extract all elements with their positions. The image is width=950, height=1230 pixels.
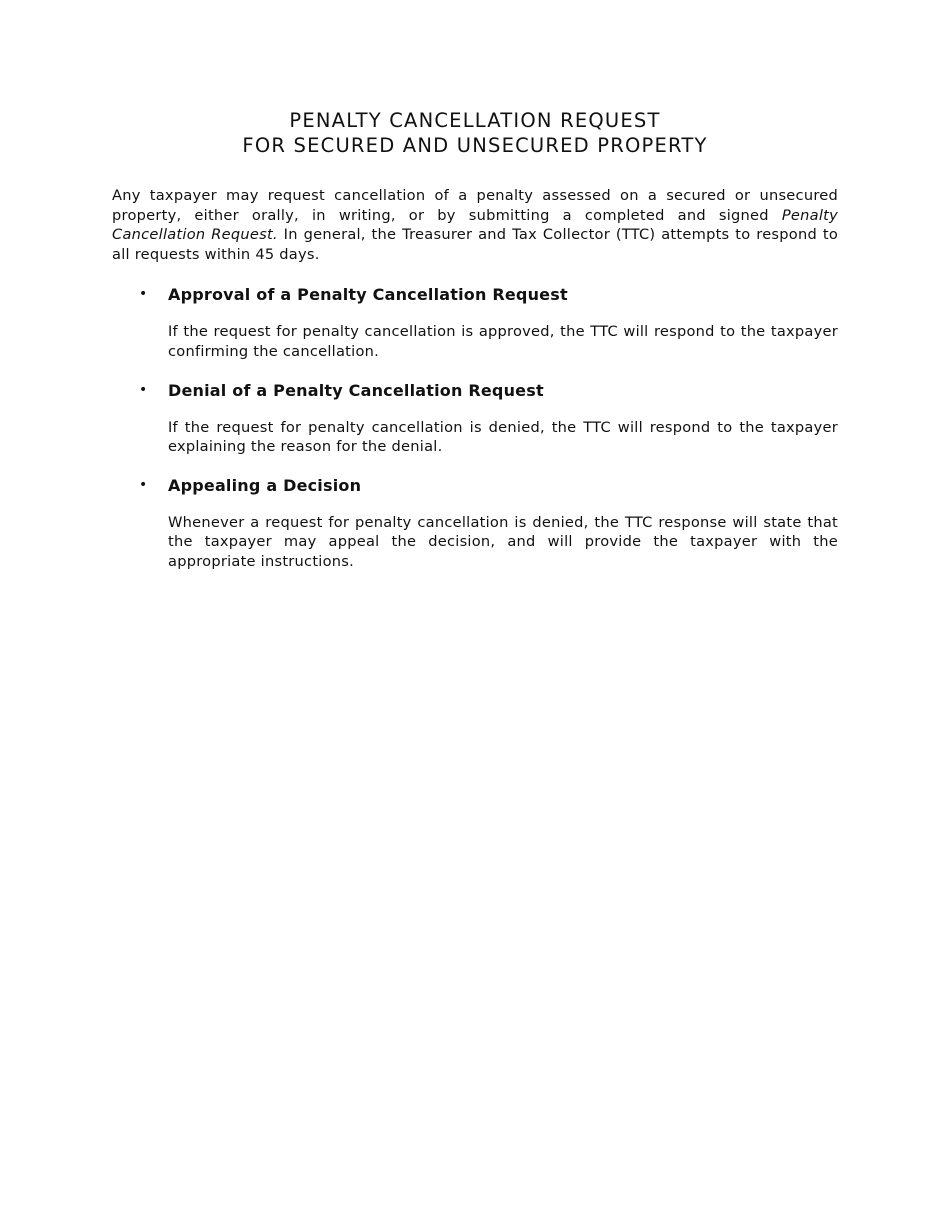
intro-emphasis: Penalty Cancellation Request. [112, 206, 838, 244]
section-body: Whenever a request for penalty cancellation is denied, the TTC response will state that the taxpayer may appeal the decision, and will provide the taxpayer with the appropriate instructions. [168, 513, 838, 570]
bullet-icon: • [139, 476, 148, 493]
section-approval [112, 284, 838, 361]
bullet-icon: • [139, 286, 148, 303]
intro-paragraph [112, 186, 838, 264]
section-body: If the request for penalty cancellation is denied, the TTC will respond to the taxpayer explaining the reason for the denial. [168, 418, 838, 456]
intro-text-part-2: In general, the Treasurer and Tax Collector (TTC) attempts to respond to all requests within 45 days. [112, 226, 838, 263]
title-line-2: FOR SECURED AND UNSECURED PROPERTY [242, 134, 708, 157]
section-heading: Denial of a Penalty Cancellation Request [168, 380, 544, 400]
intro-text-part-1: Any taxpayer may request cancellation of a penalty assessed on a secured or unsecured property, either orally, in writing, or by submitting a completed and signed [112, 187, 838, 224]
document-page [112, 108, 838, 590]
bullet-icon: • [139, 381, 148, 398]
section-body: If the request for penalty cancellation is approved, the TTC will respond to the taxpayer confirming the cancellation. [168, 323, 838, 360]
section-list [112, 284, 838, 571]
document-title [112, 108, 838, 158]
title-line-1: PENALTY CANCELLATION REQUEST [289, 109, 661, 132]
section-appeal [112, 475, 838, 572]
section-heading: Appealing a Decision [168, 475, 362, 495]
section-denial [112, 380, 838, 457]
section-heading: Approval of a Penalty Cancellation Request [168, 285, 568, 305]
